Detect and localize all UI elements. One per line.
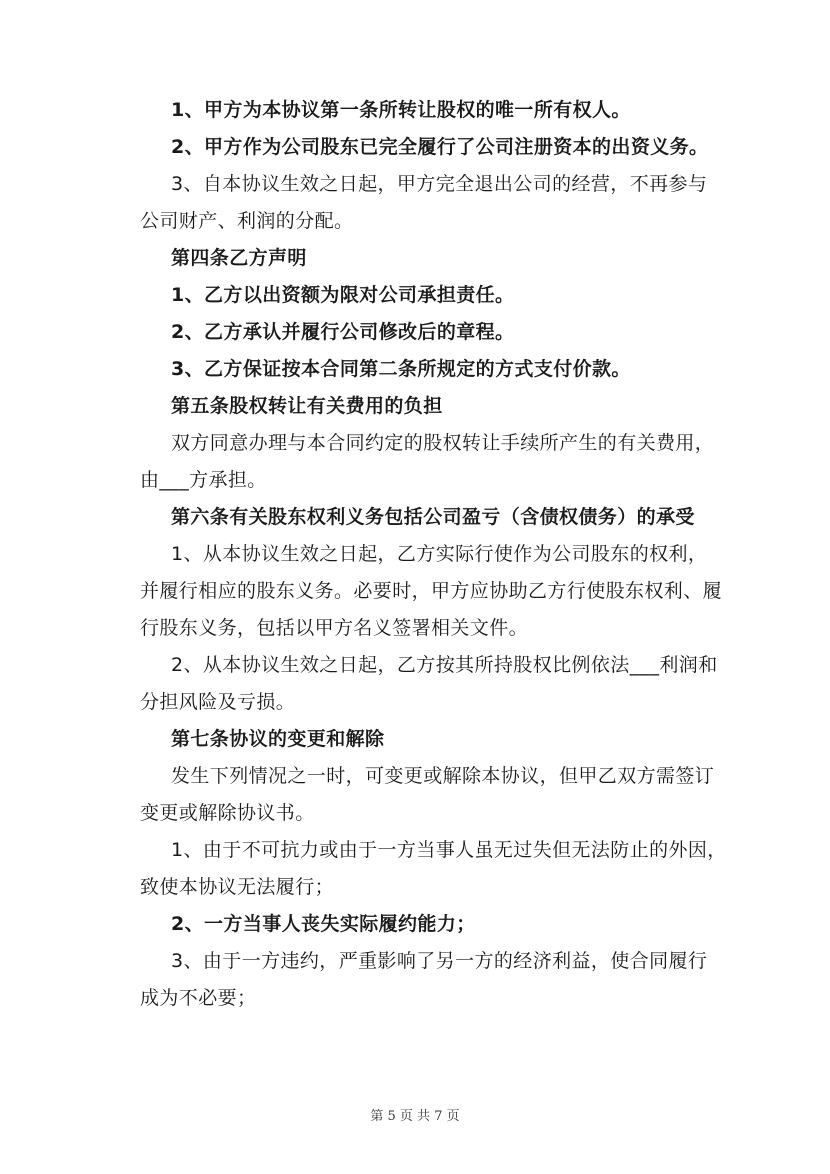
clause-line: 分担风险及亏损。 [140,691,296,713]
clause-line: 并履行相应的股东义务。必要时，甲方应协助乙方行使股东权利、履 [140,580,723,602]
clause-line: 1、甲方为本协议第一条所转让股权的唯一所有权人。 [171,99,631,121]
clause-line: 3、乙方保证按本合同第二条所规定的方式支付价款。 [171,358,631,380]
clause-line: 1、乙方以出资额为限对公司承担责任。 [171,284,515,306]
clause-line: 行股东义务，包括以甲方名义签署相关文件。 [140,617,529,639]
section-heading: 第六条有关股东权利义务包括公司盈亏（含债权债务）的承受 [171,506,695,528]
section-heading: 第七条协议的变更和解除 [171,728,385,750]
clause-line: 2、从本协议生效之日起，乙方按其所持股权比例依法___利润和 [171,654,718,676]
clause-line: 2、一方当事人丧失实际履约能力； [171,913,476,935]
clause-line: 2、乙方承认并履行公司修改后的章程。 [171,321,515,343]
clause-line: 成为不必要； [140,987,257,1009]
section-heading: 第五条股权转让有关费用的负担 [171,395,443,417]
clause-line: 变更或解除协议书。 [140,802,315,824]
clause-line: 致使本协议无法履行； [140,876,335,898]
section-heading: 第四条乙方声明 [171,247,307,269]
clause-line: 公司财产、利润的分配。 [140,210,354,232]
clause-line: 3、自本协议生效之日起，甲方完全退出公司的经营，不再参与 [171,173,708,195]
clause-line: 3、由于一方违约，严重影响了另一方的经济利益，使合同履行 [171,950,708,972]
clause-line: 由___方承担。 [140,469,267,491]
clause-line: 1、由于不可抗力或由于一方当事人虽无过失但无法防止的外因， [171,839,727,861]
clause-line: 1、从本协议生效之日起，乙方实际行使作为公司股东的权利， [171,543,708,565]
clause-line: 双方同意办理与本合同约定的股权转让手续所产生的有关费用， [171,432,715,454]
page-number: 第 5 页 共 7 页 [370,1109,460,1124]
clause-line: 2、甲方作为公司股东已完全履行了公司注册资本的出资义务。 [171,136,709,158]
document-body [140,92,727,1017]
clause-line: 发生下列情况之一时，可变更或解除本协议，但甲乙双方需签订 [171,765,715,787]
